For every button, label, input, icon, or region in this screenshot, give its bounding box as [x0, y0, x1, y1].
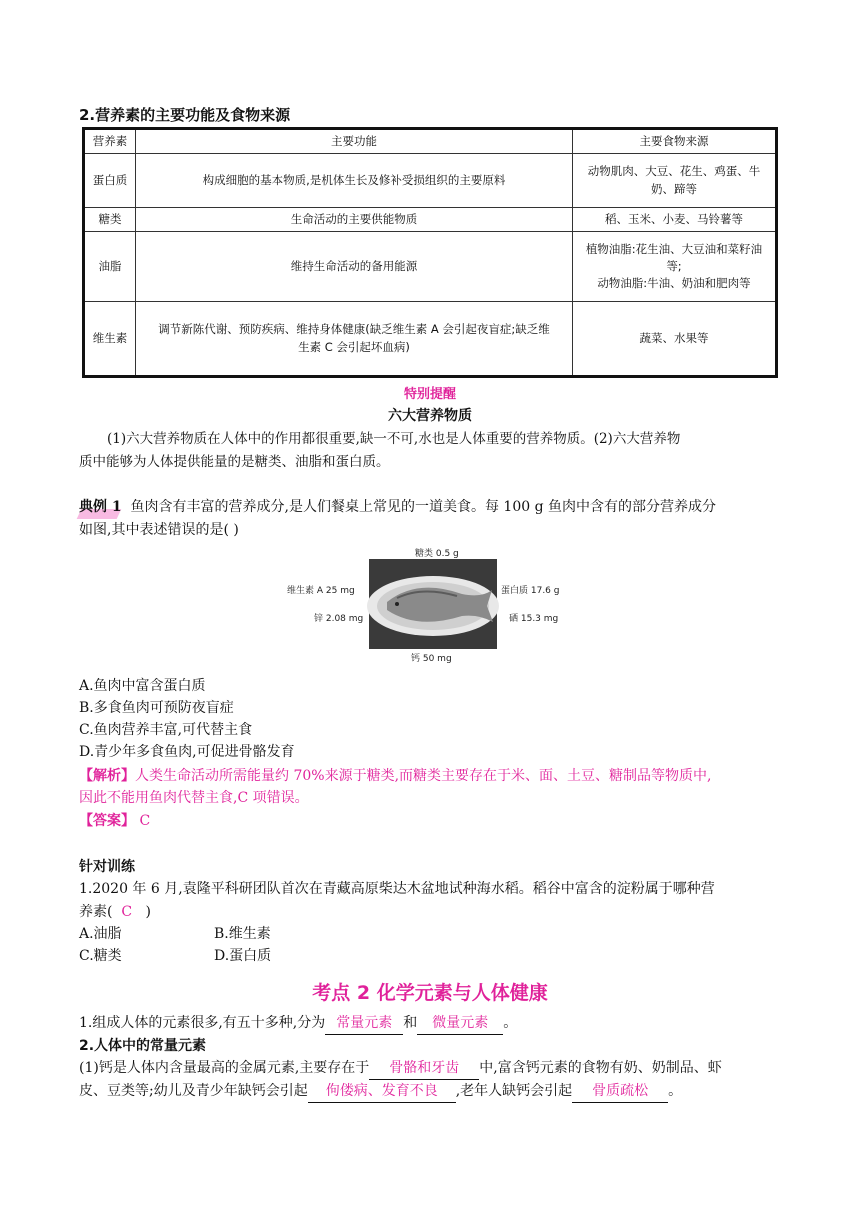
fish-eye-icon [395, 602, 399, 606]
text: 皮、豆类等;幼儿及青少年缺钙会引起 [79, 1083, 308, 1099]
table-row [84, 208, 777, 232]
example-line [79, 496, 716, 518]
table-row [84, 302, 777, 377]
answer-line [79, 810, 150, 832]
example-text: 鱼肉含有丰富的营养成分,是人们餐桌上常见的一道美食。每 100 g 鱼肉中含有的部分营养成分 [130, 499, 717, 515]
table-row [84, 154, 777, 208]
header-function: 主要功能 [136, 129, 573, 154]
analysis-label: 【解析】 [79, 768, 135, 784]
row-sources [573, 232, 777, 302]
calcium-line-2 [79, 1080, 682, 1103]
function-line: 生素 C 会引起坏血病) [298, 339, 410, 354]
text: ,老年人缺钙会引起 [455, 1083, 573, 1099]
source-line: 动物肌肉、大豆、花生、鸡蛋、牛 [587, 164, 761, 179]
training-option-b: B.维生素 [214, 926, 271, 942]
training-answer: C [121, 904, 133, 920]
text: 。 [503, 1015, 518, 1031]
analysis-line-2: 因此不能用鱼肉代替主食,C 项错误。 [79, 790, 309, 806]
label-selenium: 硒 15.3 mg [509, 614, 559, 624]
answer-label: 【答案】 [79, 813, 135, 829]
text: (1)钙是人体内含量最高的金属元素,主要存在于 [79, 1060, 370, 1076]
text: 中,富含钙元素的食物有奶、奶制品、虾 [479, 1060, 722, 1076]
example-label: 典例 1 [79, 499, 122, 515]
option-d: D.青少年多食鱼肉,可促进骨骼发育 [79, 744, 295, 760]
training-title: 针对训练 [79, 859, 135, 875]
row-nutrient-name: 糖类 [84, 208, 136, 232]
label-protein: 蛋白质 17.6 g [501, 586, 560, 596]
row-function: 构成细胞的基本物质,是机体生长及修补受损组织的主要原料 [136, 154, 573, 208]
label-calcium: 钙 50 mg [411, 654, 452, 664]
fill-blank: 佝偻病、发育不良 [308, 1080, 456, 1103]
section-title: 2.营养素的主要功能及食物来源 [79, 106, 291, 124]
option-c: C.鱼肉营养丰富,可代替主食 [79, 722, 253, 738]
header-sources: 主要食物来源 [573, 129, 777, 154]
table-row [84, 232, 777, 302]
row-sources: 稻、玉米、小麦、马铃薯等 [573, 208, 777, 232]
nutrient-table [82, 127, 778, 378]
reminder-text-line: (1)六大营养物质在人体中的作用都很重要,缺一不可,水也是人体重要的营养物质。(2)六大营养物 [107, 431, 681, 447]
option-b: B.多食鱼肉可预防夜盲症 [79, 700, 234, 716]
fill-blank: 微量元素 [417, 1012, 503, 1035]
reminder-label: 特别提醒 [403, 387, 456, 402]
label-vitamin-a: 维生素 A 25 mg [287, 586, 355, 596]
text: 1.组成人体的元素很多,有五十多种,分为 [79, 1015, 326, 1031]
answer-value: C [139, 813, 151, 829]
row-nutrient-name: 油脂 [84, 232, 136, 302]
source-line: 奶、蹄等 [651, 181, 697, 196]
row-function [136, 302, 573, 377]
reminder-text-line: 质中能够为人体提供能量的是糖类、油脂和蛋白质。 [79, 454, 390, 470]
training-option-a: A.油脂 [79, 926, 122, 942]
source-line: 等; [666, 258, 682, 273]
question-suffix: ) [145, 904, 151, 920]
kaodian-title: 考点 2 化学元素与人体健康 [312, 982, 548, 1004]
row-sources [573, 154, 777, 208]
fill-blank: 骨骼和牙齿 [369, 1057, 479, 1080]
question-prefix: 养素( [79, 904, 113, 920]
source-line: 植物油脂:花生油、大豆油和菜籽油 [585, 241, 763, 256]
fish-nutrition-figure [287, 546, 577, 664]
function-line: 调节新陈代谢、预防疾病、维持身体健康(缺乏维生素 A 会引起夜盲症;缺乏维 [158, 322, 550, 337]
analysis-line [79, 765, 711, 787]
text: 。 [668, 1083, 683, 1099]
fill-blank: 骨质疏松 [572, 1080, 668, 1103]
training-question-line-2 [79, 901, 151, 923]
training-question-line: 1.2020 年 6 月,袁隆平科研团队首次在青藏高原柴达木盆地试种海水稻。稻谷中富含的淀粉属于哪种营 [79, 881, 715, 897]
reminder-title: 六大营养物质 [388, 408, 472, 424]
example-question-line: 如图,其中表述错误的是( ) [79, 522, 239, 538]
row-nutrient-name: 维生素 [84, 302, 136, 377]
text: 和 [403, 1015, 418, 1031]
row-nutrient-name: 蛋白质 [84, 154, 136, 208]
analysis-text: 人类生命活动所需能量约 70%来源于糖类,而糖类主要存在于米、面、土豆、糖制品等物质中, [135, 768, 712, 784]
row-function: 维持生命活动的备用能源 [136, 232, 573, 302]
calcium-line [79, 1057, 722, 1080]
label-zinc: 锌 2.08 mg [314, 614, 364, 624]
label-sugar: 糖类 0.5 g [415, 549, 459, 559]
subsection-title: 2.人体中的常量元素 [79, 1038, 207, 1054]
fish-dish-image [287, 546, 577, 664]
training-option-d: D.蛋白质 [214, 948, 272, 964]
element-classification-line [79, 1012, 517, 1035]
row-function: 生命活动的主要供能物质 [136, 208, 573, 232]
header-nutrient: 营养素 [84, 129, 136, 154]
table-header-row [84, 129, 777, 154]
fill-blank: 常量元素 [325, 1012, 403, 1035]
source-line: 动物油脂:牛油、奶油和肥肉等 [597, 276, 751, 291]
training-option-c: C.糖类 [79, 948, 122, 964]
option-a: A.鱼肉中富含蛋白质 [79, 678, 206, 694]
row-sources: 蔬菜、水果等 [573, 302, 777, 377]
